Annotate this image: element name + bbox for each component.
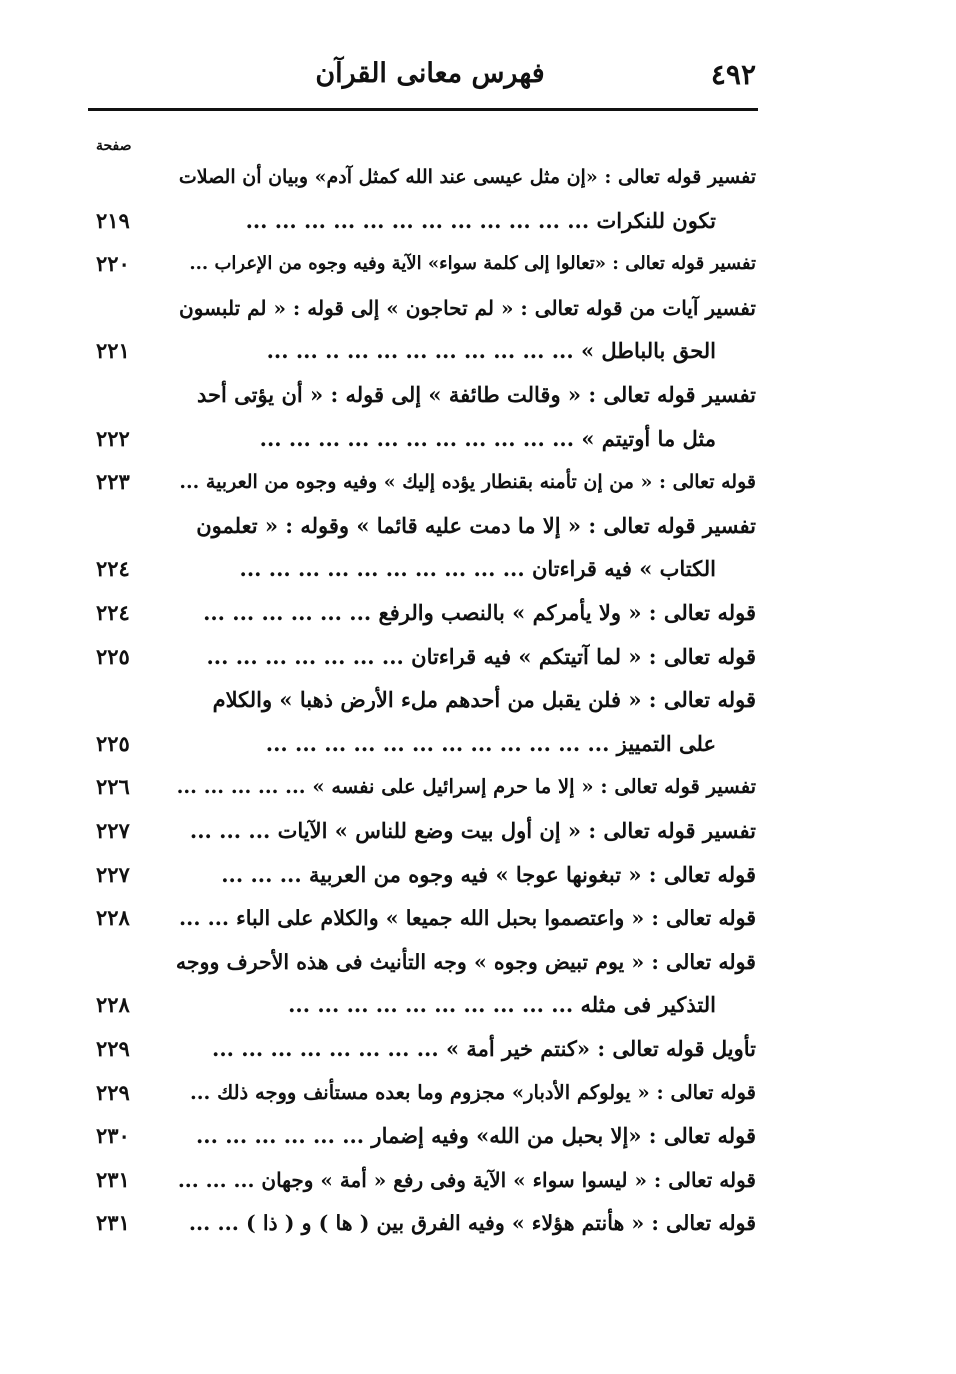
page-number: ٤٩٢: [710, 58, 756, 91]
entry-text: قوله تعالى : « فلن يقبل من أحدهم ملء الأرض ذهبا » والكلام: [212, 687, 756, 713]
entry-text: قوله تعالى : « يولوكم الأدبار» مجزوم وما بعده مستأنف ووجه ذلك ...: [189, 1080, 756, 1104]
entry-text: تفسير قوله تعالى : « وقالت طائفة » إلى قوله : « أن يؤتى أحد: [196, 382, 756, 407]
running-title: فهرس معانى القرآن: [315, 58, 545, 89]
entry-page-number: ٢٢٤: [96, 556, 130, 582]
index-line: [96, 638, 756, 676]
entry-page-number: ٢٣١: [96, 1166, 130, 1192]
entry-page-number: ٢٢٨: [96, 992, 130, 1018]
entry-text: تفسير قوله تعالى : « إلا ما حرم إسرائيل على نفسه » ... ... ... ... ...: [176, 775, 756, 799]
entry-text: قوله تعالى : « ليسوا سواء » الآية وفى رفع « أمة » وجهان ... ... ...: [177, 1167, 756, 1192]
entry-text: قوله تعالى : « واعتصموا بحبل الله جميعا » والكلام على الباء ... ...: [179, 906, 756, 931]
page-column-label: صفحة: [96, 138, 132, 154]
index-line: [96, 943, 756, 981]
header-rule: [88, 108, 758, 111]
entry-text: قوله تعالى : « لما آتيتكم » فيه قراءتان ... ... ... ... ... ... ...: [206, 643, 756, 669]
entry-page-number: ٢٢٥: [96, 643, 130, 669]
entry-text: تأويل قوله تعالى : «كنتم خير أمة » ... ... ... ... ... ... ... ...: [212, 1036, 756, 1061]
index-line: [96, 463, 756, 501]
entry-text: مثل ما أوتيتم » ... ... ... ... ... ... ... ... ... ... ...: [259, 425, 716, 451]
entry-text: الحق بالباطل » ... ... ... ... ... ... ... ... .. ... ...: [266, 338, 716, 364]
entry-text: على التمييز ... ... ... ... ... ... ... ... ... ... ... ...: [265, 730, 716, 756]
entry-text: قوله تعالى : « ولا يأمركم » بالنصب والرفع ... ... ... ... ... ...: [203, 600, 756, 625]
entry-page-number: ٢٢٥: [96, 730, 130, 756]
entry-text: قوله تعالى : « يوم تبيض وجوه » وجه التأنيث فى هذه الأحرف ووجه: [175, 949, 756, 974]
index-line: [96, 376, 756, 414]
index-line: [96, 1204, 756, 1242]
index-line: [96, 768, 756, 806]
entry-page-number: ٢٢٧: [96, 861, 130, 887]
entry-page-number: ٢٢٧: [96, 818, 130, 843]
entry-page-number: ٢٣١: [96, 1210, 130, 1236]
entry-page-number: ٢٣٠: [96, 1123, 130, 1149]
entry-page-number: ٢٢٠: [96, 251, 130, 277]
index-line: [96, 812, 756, 850]
entry-page-number: ٢١٩: [96, 207, 130, 233]
entry-page-number: ٢٢٩: [96, 1036, 130, 1061]
index-line: [96, 332, 756, 370]
entry-text: تفسير قوله تعالى : « إن أول بيت وضع للناس » الآيات ... ... ...: [189, 818, 756, 843]
entry-text: تفسير آيات من قوله تعالى : « لم تحاجون » إلى قوله : « لم تلبسون: [179, 295, 756, 320]
entry-page-number: ٢٢١: [96, 338, 130, 364]
index-line: [96, 681, 756, 719]
entry-page-number: ٢٢٨: [96, 905, 130, 931]
entry-text: تفسير قوله تعالى : «تعالوا إلى كلمة سواء» الآية وفيه وجوه من الإعراب ...: [189, 253, 756, 275]
index-line: [96, 986, 756, 1024]
entry-text: قوله تعالى : « هأنتم هؤلاء » وفيه الفرق بين ( ها ) و ( ذا ) ... ...: [188, 1211, 756, 1236]
entry-page-number: ٢٢٣: [96, 469, 130, 495]
entry-page-number: ٢٢٢: [96, 425, 130, 451]
entry-text: تفسير قوله تعالى : «إن مثل عيسى عند الله كمثل آدم» وبيان أن الصلات: [178, 166, 756, 188]
index-line: [96, 725, 756, 763]
entry-page-number: ٢٢٩: [96, 1079, 130, 1105]
index-line: [96, 1030, 756, 1068]
index-line: [96, 899, 756, 937]
index-line: [96, 420, 756, 458]
index-line: [96, 202, 756, 240]
index-line: [96, 550, 756, 588]
index-line: [96, 245, 756, 283]
entry-text: الكتاب » فيه قراءتان ... ... ... ... ... ... ... ... ... ...: [239, 556, 716, 582]
entry-text: قوله تعالى : «إلا بحبل من الله» وفيه إضمار ... ... ... ... ... ...: [195, 1123, 756, 1149]
index-line: [96, 289, 756, 327]
index-line: [96, 1074, 756, 1112]
entry-page-number: ٢٢٤: [96, 600, 130, 625]
index-line: [96, 1161, 756, 1199]
entry-text: التذكير فى مثله ... ... ... ... ... ... ... ... ... ...: [288, 992, 716, 1018]
index-line: [96, 594, 756, 632]
index-line: [96, 507, 756, 545]
index-line: [96, 1117, 756, 1155]
entry-text: قوله تعالى : « من إن تأمنه بقنطار يؤده إليك » وفيه وجوه من العربية ...: [179, 471, 756, 494]
entry-text: قوله تعالى : « تبغونها عوجا » فيه وجوه من العربية ... ... ...: [221, 861, 756, 887]
index-line: [96, 158, 756, 196]
entry-text: تكون للنكرات ... ... ... ... ... ... ... ... ... ... ... ...: [245, 207, 716, 233]
entry-page-number: ٢٢٦: [96, 774, 130, 800]
index-line: [96, 856, 756, 894]
entry-text: تفسير قوله تعالى : « إلا ما دمت عليه قائما » وقوله : « تعلمون: [196, 512, 756, 538]
